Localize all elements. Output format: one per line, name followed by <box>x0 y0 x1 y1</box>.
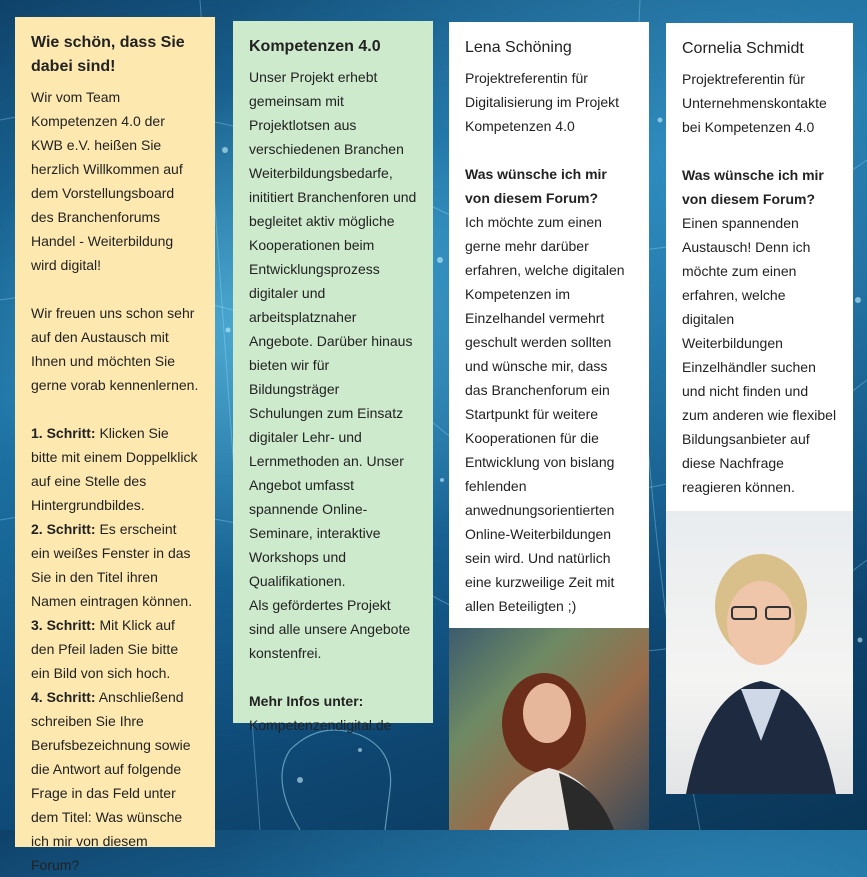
lena-photo[interactable] <box>449 628 649 830</box>
cornelia-photo[interactable] <box>666 511 853 794</box>
step-2 <box>31 517 199 613</box>
step-2-label: 2. Schritt: <box>31 521 96 537</box>
cornelia-name: Cornelia Schmidt <box>682 40 804 57</box>
step-1-text: Klicken Sie bitte mit einem Doppelklick auf eine Stelle des Hintergrundbildes. <box>31 425 198 513</box>
step-4 <box>31 685 199 877</box>
lena-name: Lena Schöning <box>465 39 572 56</box>
step-1 <box>31 421 199 517</box>
kompetenzen-funding: Als gefördertes Projekt sind alle unsere Angebote konstenfrei. <box>249 597 411 661</box>
more-info-link[interactable]: Kompetenzendigital.de <box>249 717 392 733</box>
lena-role: Projektreferentin für Digitalisierung im Projekt Kompetenzen 4.0 <box>465 70 620 134</box>
kompetenzen-title: Kompetenzen 4.0 <box>249 38 381 55</box>
cornelia-answer: Einen spannenden Austausch! Denn ich möchte zum einen erfahren, welche digitalen Weiterbildungen Einzelhändler suchen und nicht finden und zum anderen wie flexibel Bildungsanbieter auf diese Nachfrage reagieren können. <box>682 215 837 495</box>
step-1-label: 1. Schritt: <box>31 425 96 441</box>
lena-answer: Ich möchte zum einen gerne mehr darüber erfahren, welche digitalen Kompetenzen im Einzelhandel vermehrt geschult werden sollten und wünsche mir, dass das Branchenforum ein Startpunkt für weitere Kooperationen für die Entwicklung von bislang fehlenden anwednungsorientierten Online-Weiterbildungen sein wird. Und natürlich eine kurzweilige Zeit mit allen Beteiligten ;) <box>465 214 625 614</box>
lena-portrait-image <box>449 628 649 830</box>
cornelia-portrait-image <box>666 511 853 794</box>
cornelia-role: Projektreferentin für Unternehmenskontakte bei Kompetenzen 4.0 <box>682 71 827 135</box>
step-4-label: 4. Schritt: <box>31 689 96 705</box>
kompetenzen-card[interactable] <box>233 21 433 733</box>
cornelia-card[interactable] <box>666 23 853 511</box>
step-3 <box>31 613 199 685</box>
cornelia-question: Was wünsche ich mir von diesem Forum? <box>682 167 824 207</box>
step-3-text: Mit Klick auf den Pfeil laden Sie bitte ein Bild von sich hoch. <box>31 617 179 681</box>
kompetenzen-body: Unser Projekt erhebt gemeinsam mit Projektlotsen aus verschiedenen Branchen Weiterbildungsbedarfe, inititiert Branchenforen und begleitet aktiv mögliche Kooperationen beim Entwicklungsprozess digitaler und arbeitsplatznaher Angebote. Darüber hinaus bieten wir für Bildungsträger Schulungen zum Einsatz digitaler Lehr- und Lernmethoden an. Unser Angebot umfasst spannende Online-Seminare, interaktive Workshops und Qualifikationen. <box>249 69 417 589</box>
step-3-label: 3. Schritt: <box>31 617 96 633</box>
welcome-card[interactable] <box>15 17 215 873</box>
lena-card[interactable] <box>449 22 649 628</box>
welcome-para2: Wir freuen uns schon sehr auf den Austausch mit Ihnen und möchten Sie gerne vorab kennenlernen. <box>31 305 199 393</box>
more-info-label: Mehr Infos unter: <box>249 693 364 709</box>
welcome-title: Wie schön, dass Sie dabei sind! <box>31 34 185 75</box>
step-4-text: Anschließend schreiben Sie Ihre Berufsbezeichnung sowie die Antwort auf folgende Frage in das Feld unter dem Titel: Was wünsche ich mir von diesem Forum? <box>31 689 191 873</box>
welcome-intro: Wir vom Team Kompetenzen 4.0 der KWB e.V. heißen Sie herzlich Willkommen auf dem Vorstellungsboard des Branchenforums Handel - Weiterbildung wird digital! <box>31 89 183 273</box>
lena-question: Was wünsche ich mir von diesem Forum? <box>465 166 607 206</box>
step-2-text: Es erscheint ein weißes Fenster in das Sie in den Titel ihren Namen eintragen können. <box>31 521 193 609</box>
